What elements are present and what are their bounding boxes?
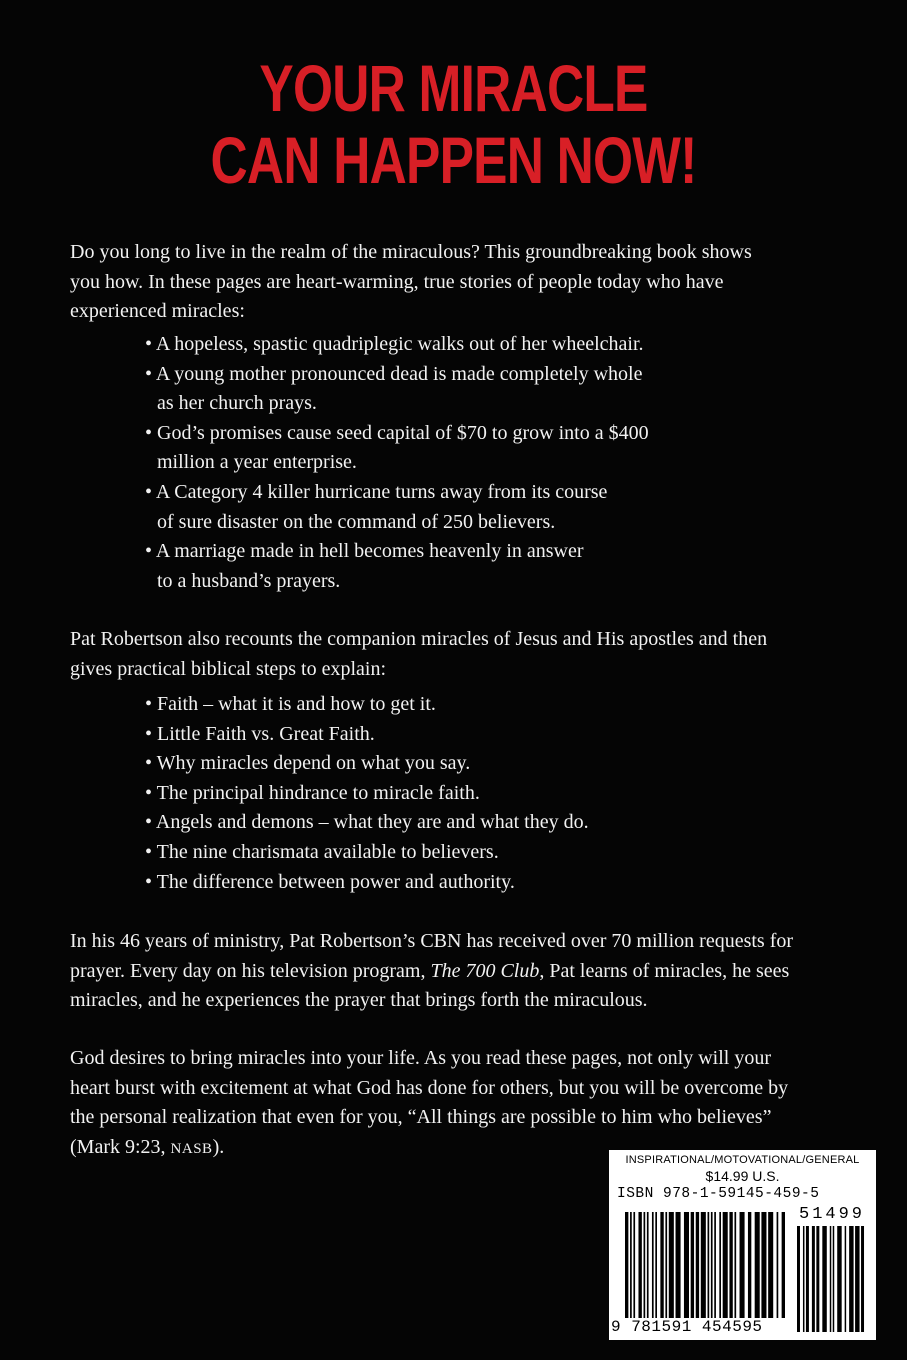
miracle-item-continuation: as her church prays. bbox=[157, 392, 317, 415]
barcode-bar bbox=[816, 1226, 819, 1332]
steps-intro-paragraph bbox=[70, 625, 870, 684]
price-addon-barcode-icon bbox=[797, 1226, 867, 1332]
barcode-bar bbox=[652, 1212, 654, 1318]
bible-version: NASB bbox=[170, 1140, 213, 1157]
miracle-list bbox=[145, 330, 865, 596]
barcode-bar bbox=[845, 1226, 846, 1332]
miracle-item-continuation: of sure disaster on the command of 250 believers. bbox=[157, 510, 556, 533]
miracle-item: • A marriage made in hell becomes heavenly in answer bbox=[145, 540, 584, 563]
barcode-bar bbox=[806, 1226, 809, 1332]
barcode-bar bbox=[660, 1212, 663, 1318]
miracle-item: • God’s promises cause seed capital of $70 to grow into a $400 bbox=[145, 421, 649, 444]
ean-barcode-icon bbox=[625, 1212, 785, 1318]
barcode-bar bbox=[761, 1212, 766, 1318]
closing-citation: (Mark 9:23, NASB). bbox=[70, 1135, 225, 1158]
step-item: • Angels and demons – what they are and what they do. bbox=[145, 811, 589, 834]
barcode-bar bbox=[669, 1212, 674, 1318]
ministry-line: miracles, and he experiences the prayer that brings forth the miraculous. bbox=[70, 989, 648, 1012]
price-text: $14.99 U.S. bbox=[705, 1168, 780, 1184]
barcode-bar bbox=[691, 1212, 694, 1318]
intro-line: you how. In these pages are heart-warming, true stories of people today who have bbox=[70, 270, 724, 293]
step-item: • The principal hindrance to miracle faith. bbox=[145, 781, 480, 804]
barcode-bar bbox=[644, 1212, 646, 1318]
closing-paragraph bbox=[70, 1044, 870, 1164]
miracle-item-continuation: to a husband’s prayers. bbox=[157, 569, 341, 592]
ministry-text: , Pat learns of miracles, he sees bbox=[539, 959, 790, 982]
barcode-bar bbox=[861, 1226, 864, 1332]
barcode-bar bbox=[684, 1212, 689, 1318]
intro-line: experienced miracles: bbox=[70, 300, 245, 323]
barcode-bar bbox=[638, 1212, 641, 1318]
barcode-bar bbox=[708, 1212, 710, 1318]
barcode-bar bbox=[748, 1212, 751, 1318]
barcode-bar bbox=[803, 1226, 804, 1332]
barcode-label bbox=[609, 1150, 876, 1340]
barcode-bar bbox=[719, 1212, 721, 1318]
intro-paragraph bbox=[70, 238, 870, 327]
barcode-bar bbox=[837, 1226, 841, 1332]
barcode-bar bbox=[830, 1226, 831, 1332]
barcode-bar bbox=[849, 1226, 853, 1332]
intro-line: Do you long to live in the realm of the miraculous? This groundbreaking book shows bbox=[70, 241, 752, 263]
barcode-bar bbox=[734, 1212, 736, 1318]
barcode-bar bbox=[625, 1212, 628, 1318]
miracle-item-continuation: million a year enterprise. bbox=[157, 451, 357, 474]
program-title: The 700 Club bbox=[430, 959, 540, 982]
category-text: INSPIRATIONAL/MOTOVATIONAL/GENERAL bbox=[625, 1154, 860, 1166]
miracle-item: • A Category 4 killer hurricane turns away from its course bbox=[145, 480, 608, 503]
headline-line-1: YOUR MIRACLE bbox=[259, 51, 648, 125]
ministry-paragraph bbox=[70, 927, 870, 1016]
barcode-bar bbox=[630, 1212, 632, 1318]
closing-line: God desires to bring miracles into your life. As you read these pages, not only will your bbox=[70, 1047, 771, 1069]
barcode-bar bbox=[711, 1212, 713, 1318]
ean-digits-text: 9 781591 454595 bbox=[611, 1318, 763, 1336]
ministry-text: prayer. Every day on his television program, bbox=[70, 959, 431, 982]
barcode-bar bbox=[676, 1212, 681, 1318]
ministry-line: In his 46 years of ministry, Pat Robertson’s CBN has received over 70 million requests for bbox=[70, 930, 794, 952]
barcode-bar bbox=[633, 1212, 635, 1318]
step-item: • The difference between power and authority. bbox=[145, 870, 515, 893]
closing-line: the personal realization that even for you, “All things are possible to him who believes” bbox=[70, 1106, 772, 1129]
price-code-text: 51499 bbox=[799, 1205, 866, 1224]
barcode-bar bbox=[822, 1226, 826, 1332]
closing-line: heart burst with excitement at what God has done for others, but you will be overcome by bbox=[70, 1076, 789, 1099]
barcode-bar bbox=[740, 1212, 745, 1318]
barcode-bar bbox=[729, 1212, 732, 1318]
headline-line-2: CAN HAPPEN NOW! bbox=[210, 123, 697, 197]
barcode-bar bbox=[714, 1212, 716, 1318]
steps-list bbox=[145, 690, 865, 897]
barcode-bar bbox=[777, 1212, 779, 1318]
barcode-bar bbox=[696, 1212, 699, 1318]
isbn-text: ISBN 978-1-59145-459-5 bbox=[617, 1186, 820, 1202]
barcode-bar bbox=[655, 1212, 657, 1318]
miracle-item: • A young mother pronounced dead is made completely whole bbox=[145, 362, 643, 385]
steps-intro-line: gives practical biblical steps to explain: bbox=[70, 657, 387, 680]
barcode-bar bbox=[797, 1226, 800, 1332]
barcode-bar bbox=[701, 1212, 706, 1318]
headline bbox=[100, 52, 807, 196]
step-item: • Little Faith vs. Great Faith. bbox=[145, 722, 375, 745]
barcode-bar bbox=[812, 1226, 815, 1332]
barcode-bar bbox=[833, 1226, 834, 1332]
steps-intro-line: Pat Robertson also recounts the companion miracles of Jesus and His apostles and then bbox=[70, 628, 768, 650]
ministry-line bbox=[70, 957, 870, 987]
barcode-bar bbox=[782, 1212, 785, 1318]
barcode-bar bbox=[665, 1212, 667, 1318]
miracle-item: • A hopeless, spastic quadriplegic walks out of her wheelchair. bbox=[145, 333, 644, 355]
barcode-bar bbox=[755, 1212, 760, 1318]
step-item: • The nine charismata available to believers. bbox=[145, 840, 499, 863]
barcode-bar bbox=[768, 1212, 773, 1318]
barcode-bar bbox=[723, 1212, 728, 1318]
step-item: • Faith – what it is and how to get it. bbox=[145, 693, 436, 715]
barcode-bar bbox=[855, 1226, 859, 1332]
barcode-bar bbox=[647, 1212, 649, 1318]
step-item: • Why miracles depend on what you say. bbox=[145, 752, 471, 775]
